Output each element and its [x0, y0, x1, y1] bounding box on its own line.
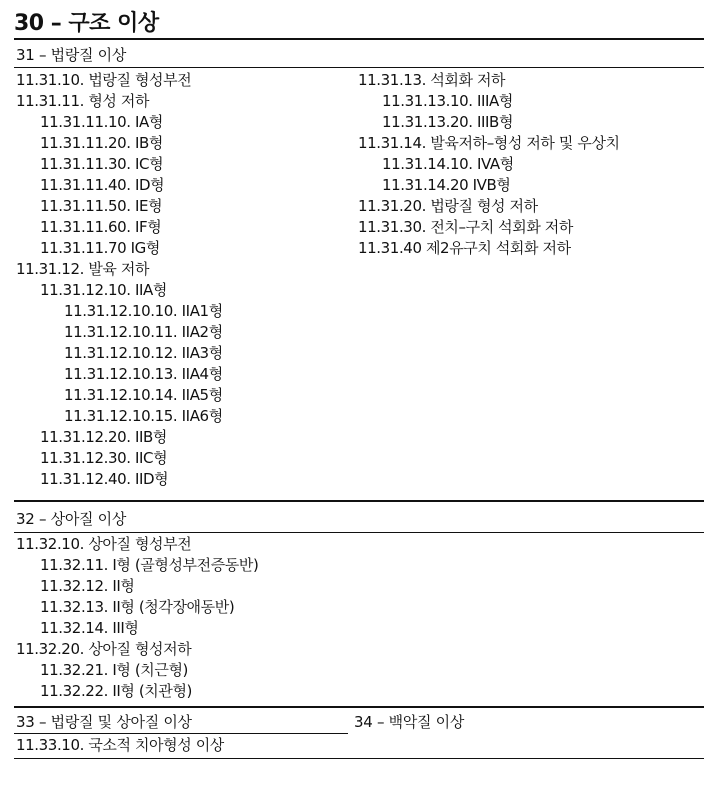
code-item: 11.32.22. II형 (치관형)	[40, 682, 193, 700]
code-item: 11.31.14. 발육저하–형성 저하 및 우상치	[358, 134, 620, 152]
code-item: 11.31.11.30. IC형	[40, 155, 164, 173]
code-item: 11.32.13. II형 (청각장애동반)	[40, 598, 235, 616]
section-34-heading: 34 – 백악질 이상	[354, 713, 465, 731]
code-item: 11.31.11.40. ID형	[40, 176, 165, 194]
section-33-list	[16, 735, 224, 756]
section-33-heading: 33 – 법랑질 및 상아질 이상	[16, 713, 192, 731]
code-item: 11.31.11.70 IG형	[40, 239, 160, 257]
section-32-top-rule	[14, 500, 704, 502]
section-31-top-rule	[14, 38, 704, 40]
code-item: 11.31.12.10.15. IIA6형	[64, 407, 223, 425]
code-item: 11.32.12. II형	[40, 577, 135, 595]
section-31-heading: 31 – 법랑질 이상	[16, 46, 127, 64]
section-32-heading: 32 – 상아질 이상	[16, 510, 127, 528]
code-item: 11.31.12.10.13. IIA4형	[64, 365, 223, 383]
code-item: 11.31.12.40. IID형	[40, 470, 169, 488]
code-item: 11.31.12. 발육 저하	[16, 260, 150, 278]
code-item: 11.31.10. 법랑질 형성부전	[16, 71, 192, 89]
bottom-rule	[14, 758, 704, 759]
code-item: 11.31.40 제2유구치 석회화 저하	[358, 239, 571, 257]
section-32-list	[16, 534, 258, 702]
code-item: 11.32.10. 상아질 형성부전	[16, 535, 192, 553]
section-31-right-column	[358, 70, 620, 259]
code-item: 11.31.12.20. IIB형	[40, 428, 168, 446]
code-item: 11.31.20. 법랑질 형성 저하	[358, 197, 538, 215]
code-item: 11.31.14.20 IVB형	[382, 176, 511, 194]
code-item: 11.31.12.30. IIC형	[40, 449, 168, 467]
code-item: 11.31.11.50. IE형	[40, 197, 163, 215]
code-item: 11.32.21. I형 (치근형)	[40, 661, 188, 679]
section-33-top-rule	[14, 706, 704, 708]
code-item: 11.31.30. 전치–구치 석회화 저하	[358, 218, 573, 236]
code-item: 11.31.11.20. IB형	[40, 134, 163, 152]
code-item: 11.31.14.10. IVA형	[382, 155, 514, 173]
section-33-heading-rule	[14, 733, 348, 734]
code-item: 11.31.13.20. IIIB형	[382, 113, 514, 131]
code-item: 11.32.20. 상아질 형성저하	[16, 640, 192, 658]
code-item: 11.31.11.60. IF형	[40, 218, 162, 236]
code-item: 11.32.11. I형 (골형성부전증동반)	[40, 556, 259, 574]
code-item: 11.31.12.10.12. IIA3형	[64, 344, 223, 362]
code-item: 11.33.10. 국소적 치아형성 이상	[16, 736, 224, 754]
code-item: 11.31.12.10.11. IIA2형	[64, 323, 223, 341]
code-item: 11.31.12.10. IIA형	[40, 281, 167, 299]
code-item: 11.31.13. 석회화 저하	[358, 71, 506, 89]
code-item: 11.32.14. III형	[40, 619, 139, 637]
section-31-heading-rule	[14, 67, 704, 68]
section-31-left-column	[16, 70, 223, 490]
code-item: 11.31.11. 형성 저하	[16, 92, 150, 110]
code-item: 11.31.13.10. IIIA형	[382, 92, 514, 110]
code-item: 11.31.12.10.14. IIA5형	[64, 386, 223, 404]
section-32-heading-rule	[14, 532, 704, 533]
code-item: 11.31.11.10. IA형	[40, 113, 163, 131]
code-item: 11.31.12.10.10. IIA1형	[64, 302, 223, 320]
page-title: 30 – 구조 이상	[14, 11, 159, 36]
